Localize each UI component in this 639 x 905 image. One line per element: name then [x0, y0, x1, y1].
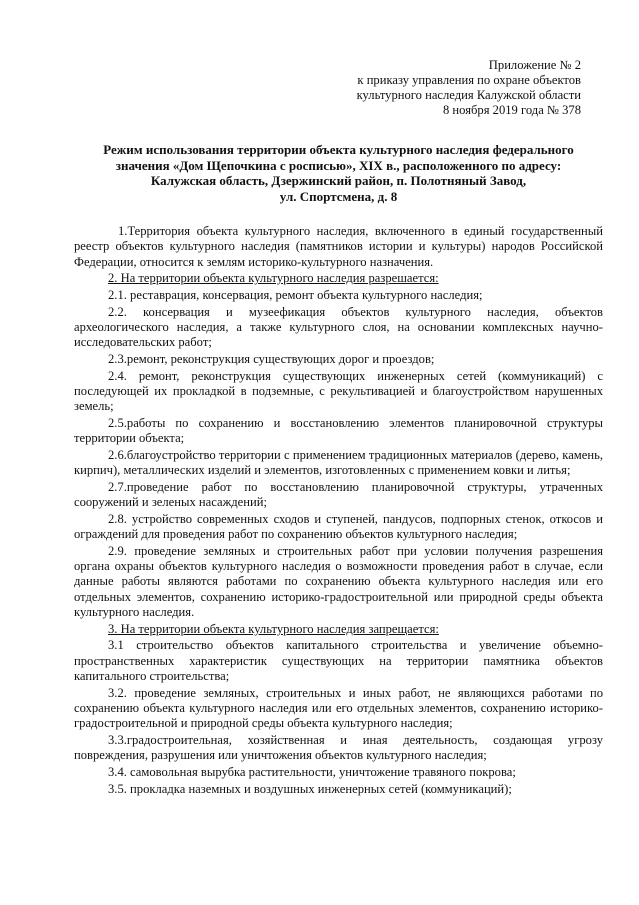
paragraph-3-2: 3.2. проведение земляных, строительных и иных работ, не являющихся работами по сохранению объекта культурного наследия или его отдельных элементов, сохранению историко-градостроительной и природной среды объекта культурного наследия; — [74, 685, 603, 731]
document-title — [74, 142, 603, 204]
appendix-date-line: 8 ноября 2019 года № 378 — [442, 103, 581, 117]
title-line-4: ул. Спортсмена, д. 8 — [279, 188, 398, 204]
appendix-block — [74, 58, 603, 118]
title-line-3: Калужская область, Дзержинский район, п. Полотняный Завод, — [150, 173, 527, 188]
paragraph-2-6: 2.6.благоустройство территории с применением традиционных материалов (дерево, камень, кирпич), металлических изделий и элементов, изготовленных с применением ковки и литья; — [74, 447, 603, 478]
paragraph-3-4: 3.4. самовольная вырубка растительности, уничтожение травяного покрова; — [108, 764, 516, 779]
appendix-number: Приложение № 2 — [488, 58, 581, 72]
paragraph-2-1: 2.1. реставрация, консервация, ремонт объекта культурного наследия; — [108, 287, 483, 302]
paragraph-2-7: 2.7.проведение работ по восстановлению планировочной структуры, утраченных сооружений и зеленых насаждений; — [74, 479, 603, 510]
paragraph-2-5: 2.5.работы по сохранению и восстановлению элементов планировочной структуры территории объекта; — [74, 415, 603, 446]
paragraph-3-3: 3.3.градостроительная, хозяйственная и иная деятельность, создающая угрозу повреждения, разрушения или уничтожения объектов культурного наследия; — [74, 732, 603, 763]
section-3-heading: 3. На территории объекта культурного наследия запрещается: — [108, 621, 439, 636]
appendix-authority-line: культурного наследия Калужской области — [356, 88, 581, 102]
title-line-2: значения «Дом Щепочкина с росписью», XIX в., расположенного по адресу: — [115, 157, 562, 173]
paragraph-2-8: 2.8. устройство современных сходов и ступеней, пандусов, подпорных стенок, откосов и ограждений для проведения работ по сохранению объектов культурного наследия; — [74, 511, 603, 542]
document-body — [74, 224, 603, 797]
title-line-1: Режим использования территории объекта культурного наследия федерального — [103, 142, 574, 157]
paragraph-3-5: 3.5. прокладка наземных и воздушных инженерных сетей (коммуникаций); — [108, 781, 512, 796]
paragraph-2-9: 2.9. проведение земляных и строительных работ при условии получения разрешения органа охраны объектов культурного наследия о возможности проведения работ в случае, если данные работы являются работами по сохранению объекта культурного наследия или его отдельных элементов, сохранению историко-градостроительной или природной среды объекта культурного наследия. — [74, 543, 603, 620]
section-2-heading: 2. На территории объекта культурного наследия разрешается: — [108, 271, 439, 286]
paragraph-2-3: 2.3.ремонт, реконструкция существующих дорог и проездов; — [108, 351, 435, 366]
paragraph-1: 1.Территория объекта культурного наследия, включенного в единый государственный реестр объектов культурного наследия (памятников истории и культуры) народов Российской Федерации, относится к землям историко-культурного назначения. — [74, 224, 603, 269]
paragraph-2-2: 2.2. консервация и музеефикация объектов культурного наследия, объектов археологического наследия, а также культурного слоя, на основании комплексных научно-исследовательских работ; — [74, 304, 603, 350]
paragraph-3-1: 3.1 строительство объектов капитального строительства и увеличение объемно-пространственных характеристик существующих на территории памятника объектов капитального строительства; — [74, 638, 603, 683]
appendix-order-line: к приказу управления по охране объектов — [357, 73, 581, 87]
paragraph-2-4: 2.4. ремонт, реконструкция существующих инженерных сетей (коммуникаций) с последующей их прокладкой в подземные, с рекультивацией и благоустройством нарушенных земель; — [74, 368, 603, 414]
